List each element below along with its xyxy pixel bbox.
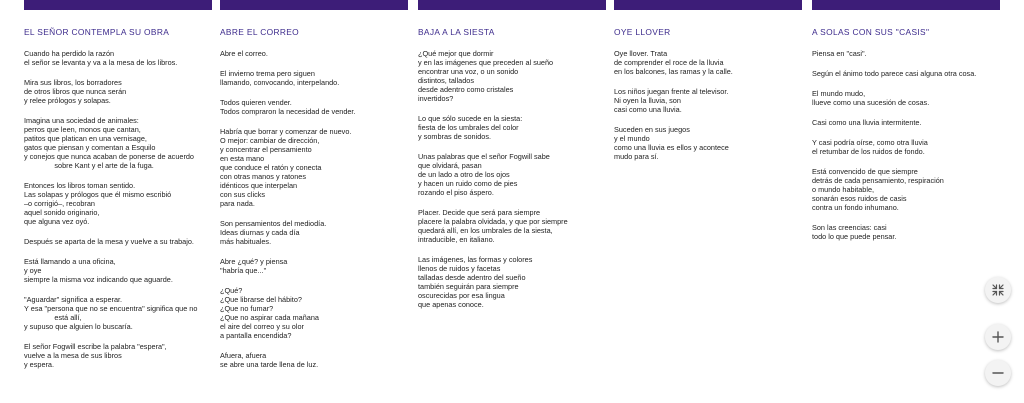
stanza: Abre ¿qué? y piensa "habría que..." — [220, 257, 288, 275]
stanza: Oye llover. Trata de comprender el roce de la lluvia en los balcones, las ramas y la calle. — [614, 49, 733, 76]
stanza: El señor Fogwill escribe la palabra "espera", vuelve a la mesa de sus libros y espera. — [24, 342, 167, 369]
stanza: Cuando ha perdido la razón el señor se levanta y va a la mesa de los libros. — [24, 49, 178, 67]
stanza: Casi como una lluvia intermitente. — [812, 118, 922, 127]
stanza: Después se aparta de la mesa y vuelve a su trabajo. — [24, 237, 194, 246]
column-title: OYE LLOVER — [614, 27, 671, 37]
minus-icon — [992, 367, 1004, 379]
collapse-button[interactable] — [985, 277, 1011, 303]
column-title: ABRE EL CORREO — [220, 27, 300, 37]
column-el-senor-contempla — [24, 0, 212, 380]
column-abre-el-correo — [220, 0, 408, 380]
plus-icon — [992, 331, 1004, 343]
stanza: Todos quieren vender. Todos compraron la necesidad de vender. — [220, 98, 356, 116]
collapse-arrows-icon — [992, 284, 1004, 296]
stanza: Suceden en sus juegos y el mundo como una lluvia es ellos y acontece mudo para sí. — [614, 125, 729, 161]
stanza: Placer. Decide que será para siempre placere la palabra olvidada, y que por siempre quedará allí, en los umbrales de la siesta, intraducible, en italiano. — [418, 208, 568, 244]
stanza: Las imágenes, las formas y colores llenos de ruidos y facetas talladas desde adentro del sueño también seguirán para siempre oscurecidas por esa lingua que apenas conoce. — [418, 255, 533, 309]
column-header-bar — [418, 0, 606, 10]
column-title: EL SEÑOR CONTEMPLA SU OBRA — [24, 27, 170, 37]
column-title: BAJA A LA SIESTA — [418, 27, 495, 37]
stanza: Unas palabras que el señor Fogwill sabe que olvidará, pasan de un lado a otro de los ojos y hacen un ruido como de pies rozando el piso áspero. — [418, 152, 550, 197]
stanza: Lo que sólo sucede en la siesta: fiesta de los umbrales del color y sombras de sonidos. — [418, 114, 523, 141]
stanza: El invierno trema pero siguen llamando, convocando, interpelando. — [220, 69, 340, 87]
zoom-in-button[interactable] — [985, 324, 1011, 350]
column-header-bar — [614, 0, 802, 10]
column-oye-llover — [614, 0, 802, 172]
column-a-solas-con-sus-casis — [812, 0, 1000, 252]
stanza: "Aguardar" significa a esperar. Y esa "persona que no se encuentra" significa que no está allí, y supuso que alguien lo buscaría. — [24, 295, 198, 331]
stanza: Abre el correo. — [220, 49, 268, 58]
column-baja-a-la-siesta — [418, 0, 606, 320]
column-title: A SOLAS CON SUS "CASIS" — [812, 27, 930, 37]
stanza: Mira sus libros, los borradores de otros libros que nunca serán y relee prólogos y solapas. — [24, 78, 127, 105]
column-header-bar — [220, 0, 408, 10]
column-header-bar — [24, 0, 212, 10]
stanza: Está convencido de que siempre detrás de cada pensamiento, respiración o mundo habitable, sonarán esos ruidos de casis contra un fondo inhumano. — [812, 167, 944, 212]
column-header-bar — [812, 0, 1000, 10]
stanza: Y casi podría oírse, como otra lluvia el retumbar de los ruidos de fondo. — [812, 138, 928, 156]
stanza: Imagina una sociedad de animales: perros que leen, monos que cantan, patitos que platican en una vernisage, gatos que piensan y comentan a Esquilo y conejos que nunca acaban de ponerse de acuerdo sobre Kant y el arte de la fuga. — [24, 116, 194, 170]
zoom-out-button[interactable] — [985, 360, 1011, 386]
stanza: Son las creencias: casi todo lo que puede pensar. — [812, 223, 897, 241]
stanza: Piensa en "casi". — [812, 49, 867, 58]
stanza: Los niños juegan frente al televisor. Ni oyen la lluvia, son casi como una lluvia. — [614, 87, 729, 114]
stanza: ¿Qué mejor que dormir y en las imágenes que preceden al sueño encontrar una voz, o un sonido distintos, tallados desde adentro como cristales invertidos? — [418, 49, 554, 103]
stanza: Está llamando a una oficina, y oye siempre la misma voz indicando que aguarde. — [24, 257, 173, 284]
stanza: Afuera, afuera se abre una tarde llena de luz. — [220, 351, 319, 369]
stanza: Según el ánimo todo parece casi alguna otra cosa. — [812, 69, 977, 78]
stanza: ¿Qué? ¿Que librarse del hábito? ¿Que no fumar? ¿Que no aspirar cada mañana el aire del correo y su olor a pantalla encendida? — [220, 286, 319, 340]
stanza: Entonces los libros toman sentido. Las solapas y prólogos que él mismo escribió –o corrigió–, recobran aquel sonido originario, que alguna vez oyó. — [24, 181, 172, 226]
stanza: Son pensamientos del mediodía. Ideas diurnas y cada día más habituales. — [220, 219, 327, 246]
stanza: Habría que borrar y comenzar de nuevo. O mejor: cambiar de dirección, y concentrar el pensamiento en esta mano que conduce el ratón y conecta con otras manos y ratones idénticos que interpelan con sus clicks para nada. — [220, 127, 352, 208]
stanza: El mundo mudo, llueve como una sucesión de cosas. — [812, 89, 930, 107]
